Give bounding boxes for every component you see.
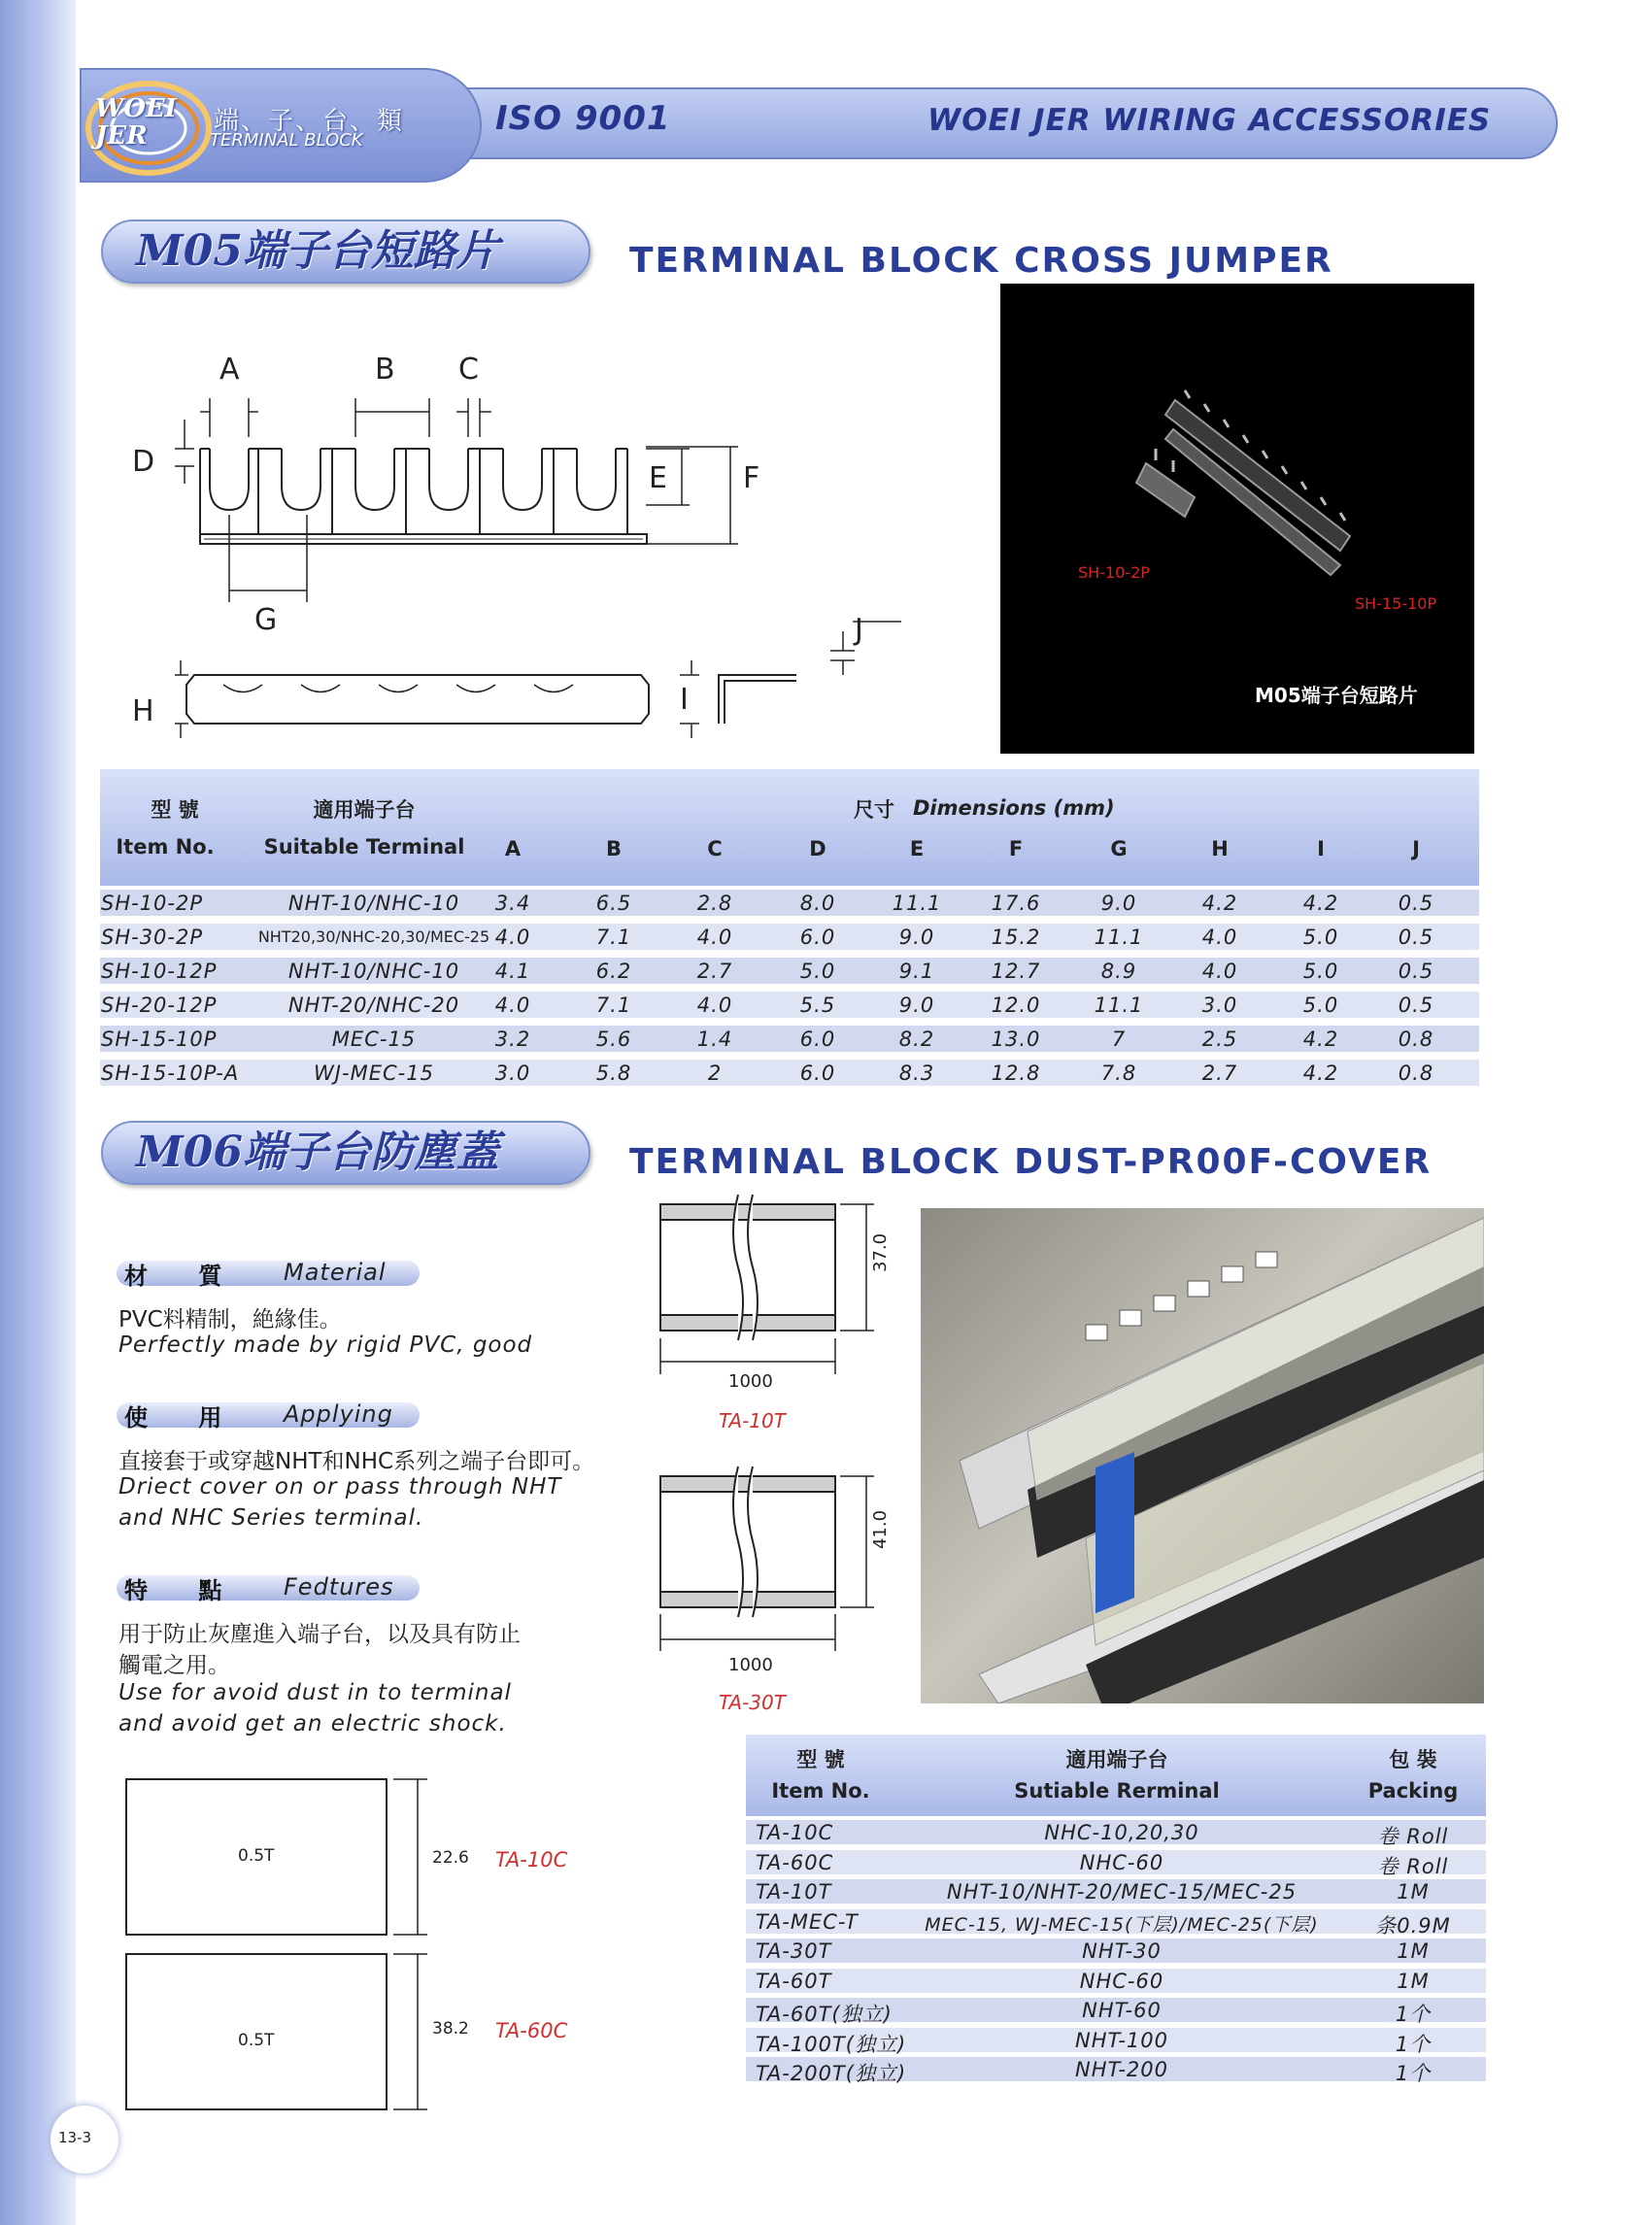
- spec-material-zh: 材 質: [124, 1263, 244, 1290]
- m06-cell-suit: NHC-60: [1079, 1850, 1164, 1874]
- m05-jumper-drawing: [117, 340, 932, 758]
- m05-cell-j: 0.5: [1398, 994, 1434, 1017]
- m05-cell-d: 6.0: [799, 1028, 836, 1051]
- spec-features-en-text: Use for avoid dust in to terminal: [118, 1680, 512, 1705]
- ta10c-height: 22.6: [432, 1848, 469, 1868]
- m05-cell-j: 0.8: [1398, 1062, 1434, 1085]
- m05-cell-suitable: MEC-15: [331, 1028, 417, 1051]
- m05-th-suitable-zh: 適用端子台: [313, 798, 416, 822]
- m05-cell-i: 4.2: [1302, 892, 1339, 915]
- logo-mark: WOEI JER: [95, 94, 177, 151]
- m06-th-model-en: Item No.: [771, 1779, 870, 1803]
- photo-label-sh-15-10p: SH-15-10P: [1355, 594, 1437, 613]
- m05-cell-j: 0.5: [1398, 960, 1434, 983]
- left-decor-strip: [0, 0, 76, 2225]
- m06-cell-suit: NHC-60: [1079, 1969, 1164, 1993]
- m05-cell-g: 8.9: [1100, 960, 1137, 983]
- m05-cell-f: 12.8: [991, 1062, 1041, 1085]
- ta60c-height: 38.2: [432, 2019, 469, 2039]
- m06-cell-pack: 1个: [1395, 2032, 1432, 2056]
- m06-th-model-zh: 型 號: [796, 1748, 845, 1771]
- spec-material-en: Material: [284, 1259, 387, 1286]
- m05-cell-i: 4.2: [1302, 1062, 1339, 1085]
- ta10c-thk: 0.5T: [238, 1846, 275, 1866]
- dim-g-label: G: [254, 603, 278, 637]
- m06-cell-pack: 1M: [1397, 1939, 1430, 1963]
- m06-th-suit-en: Sutiable Rerminal: [1014, 1779, 1220, 1803]
- m05-th-col-i: I: [1317, 837, 1325, 860]
- m05-cell-c: 2: [707, 1062, 723, 1085]
- m05-cell-i: 5.0: [1302, 994, 1339, 1017]
- m05-cell-g: 11.1: [1094, 994, 1144, 1017]
- m05-cell-d: 5.5: [799, 994, 836, 1017]
- m06-product-photo: [921, 1208, 1484, 1703]
- m06-cell-item: TA-10T: [756, 1880, 832, 1904]
- spec-features-zh: 特 點: [124, 1577, 244, 1604]
- spec-features-en: Fedtures: [284, 1573, 394, 1601]
- m05-cell-c: 4.0: [696, 994, 733, 1017]
- ta60c-label: TA-60C: [495, 2019, 568, 2042]
- m06-cell-pack: 1个: [1395, 2062, 1432, 2085]
- m05-th-dim-zh: 尺寸: [854, 798, 894, 822]
- m05-th-model-zh: 型 號: [151, 798, 199, 822]
- m06-cell-suit: NHT-10/NHT-20/MEC-15/MEC-25: [946, 1880, 1298, 1904]
- m06-th-pack-en: Packing: [1367, 1779, 1459, 1803]
- m05-cell-d: 8.0: [799, 892, 836, 915]
- m05-cell-g: 9.0: [1100, 892, 1137, 915]
- photo-caption: M05端子台短路片: [1255, 684, 1418, 707]
- m05-th-col-c: C: [707, 837, 723, 860]
- dim-j-label: J: [855, 613, 863, 647]
- m05-cell-h: 2.5: [1201, 1028, 1238, 1051]
- m05-product-photo: [1000, 284, 1474, 754]
- m06-cell-suit: NHC-10,20,30: [1044, 1821, 1199, 1844]
- m05-cell-c: 2.7: [696, 960, 733, 983]
- m06-cell-item: TA-200T(独立): [756, 2062, 907, 2085]
- m05-th-col-e: E: [909, 837, 925, 860]
- m05-cell-d: 6.0: [799, 926, 836, 949]
- m05-cell-a: 4.1: [494, 960, 531, 983]
- m05-cell-g: 11.1: [1094, 926, 1144, 949]
- spec-material-zh-text: PVC料精制，絶緣佳。: [118, 1307, 342, 1332]
- m05-cell-a: 4.0: [494, 994, 531, 1017]
- m05-cell-suitable: NHT-10/NHC-10: [287, 960, 460, 983]
- m05-th-col-b: B: [605, 837, 622, 860]
- m06-cell-item: TA-60T(独立): [756, 2003, 893, 2026]
- page-number: 13-3: [58, 2129, 92, 2146]
- m06-title-pill: [101, 1121, 590, 1185]
- m05-cell-h: 4.0: [1201, 926, 1238, 949]
- m06-cell-pack: 1个: [1395, 2003, 1432, 2026]
- m05-th-col-j: J: [1412, 837, 1420, 860]
- m05-cell-c: 2.8: [696, 892, 733, 915]
- m05-cell-f: 12.7: [991, 960, 1041, 983]
- m05-cell-suitable: NHT20,30/NHC-20,30/MEC-25: [257, 927, 490, 946]
- m06-cell-pack: 1M: [1397, 1880, 1430, 1904]
- m05-cell-i: 4.2: [1302, 1028, 1339, 1051]
- m05-cell-h: 4.2: [1201, 892, 1238, 915]
- m05-cell-item: SH-15-10P: [101, 1028, 218, 1051]
- m06-cell-suit: MEC-15, WJ-MEC-15(下层)/MEC-25(下层): [925, 1913, 1319, 1936]
- ta10t-height: 37.0: [870, 1232, 891, 1272]
- m05-cell-b: 7.1: [595, 926, 632, 949]
- m05-cell-item: SH-30-2P: [101, 926, 204, 949]
- m06-cell-item: TA-100T(独立): [756, 2032, 907, 2056]
- m05-cell-suitable: NHT-20/NHC-20: [287, 994, 460, 1017]
- m05-cell-g: 7: [1111, 1028, 1127, 1051]
- m05-cell-e: 9.0: [898, 994, 935, 1017]
- m05-cell-d: 6.0: [799, 1062, 836, 1085]
- m05-subtitle: TERMINAL BLOCK CROSS JUMPER: [629, 241, 1333, 281]
- m05-cell-e: 9.1: [898, 960, 935, 983]
- m05-cell-b: 7.1: [595, 994, 632, 1017]
- m05-cell-suitable: NHT-10/NHC-10: [287, 892, 460, 915]
- m06-cell-item: TA-10C: [756, 1821, 834, 1844]
- ta10c-label: TA-10C: [495, 1848, 568, 1871]
- m05-cell-suitable: WJ-MEC-15: [314, 1062, 434, 1085]
- spec-material-en-text: Perfectly made by rigid PVC, good: [118, 1332, 533, 1358]
- logo-zh: 端、子、台、類: [214, 107, 405, 136]
- m05-cell-f: 17.6: [991, 892, 1041, 915]
- logo-en: TERMINAL BLOCK: [210, 130, 363, 151]
- m05-cell-h: 2.7: [1201, 1062, 1238, 1085]
- m05-cell-d: 5.0: [799, 960, 836, 983]
- m06-cell-item: TA-60T: [756, 1969, 832, 1993]
- m05-table-header-bg: [100, 769, 1479, 886]
- m06-subtitle: TERMINAL BLOCK DUST-PR00F-COVER: [629, 1142, 1433, 1182]
- spec-applying-zh-text: 直接套于或穿越NHT和NHC系列之端子台即可。: [118, 1449, 595, 1474]
- m05-cell-a: 3.4: [494, 892, 531, 915]
- m05-cell-j: 0.8: [1398, 1028, 1434, 1051]
- dim-i-label: I: [680, 683, 689, 717]
- m06-cell-pack: 1M: [1397, 1969, 1430, 1993]
- m05-title: M05端子台短路片: [136, 226, 499, 276]
- m05-cell-a: 3.0: [494, 1062, 531, 1085]
- m05-cell-b: 6.5: [595, 892, 632, 915]
- ta30t-height: 41.0: [870, 1509, 891, 1549]
- m06-cell-item: TA-30T: [756, 1939, 832, 1963]
- m05-th-col-h: H: [1211, 837, 1229, 860]
- m05-th-model-en: Item No.: [116, 835, 215, 859]
- spec-applying-en-text: Driect cover on or pass through NHT: [118, 1474, 562, 1500]
- m05-cell-a: 3.2: [494, 1028, 531, 1051]
- m05-cell-j: 0.5: [1398, 926, 1434, 949]
- m05-cell-b: 5.6: [595, 1028, 632, 1051]
- dim-d-label: D: [132, 445, 155, 479]
- m05-cell-b: 6.2: [595, 960, 632, 983]
- m06-cell-suit: NHT-30: [1082, 1939, 1162, 1963]
- m06-cell-suit: NHT-60: [1082, 1999, 1162, 2022]
- m05-th-col-a: A: [504, 837, 522, 860]
- m05-cell-item: SH-10-12P: [101, 960, 218, 983]
- m06-th-pack-zh: 包 裝: [1389, 1748, 1437, 1771]
- m06-cell-item: TA-MEC-T: [756, 1909, 859, 1934]
- m06-cap-drawings: [117, 1777, 622, 2127]
- m06-cell-pack: 条0.9M: [1375, 1913, 1451, 1938]
- m05-th-dim-en: Dimensions (mm): [913, 796, 1115, 820]
- m05-cell-f: 13.0: [991, 1028, 1041, 1051]
- m06-cell-suit: NHT-200: [1075, 2058, 1168, 2081]
- dim-b-label: B: [375, 353, 395, 387]
- spec-applying-en: Applying: [284, 1400, 393, 1428]
- dim-f-label: F: [743, 461, 760, 495]
- m06-cover-drawings: [641, 1195, 893, 1719]
- m05-th-col-d: D: [809, 837, 826, 860]
- ta60c-thk: 0.5T: [238, 2031, 275, 2050]
- dim-c-label: C: [458, 353, 479, 387]
- spec-applying-en-text-2: and NHC Series terminal.: [118, 1505, 424, 1531]
- m05-cell-i: 5.0: [1302, 960, 1339, 983]
- m05-th-col-g: G: [1110, 837, 1128, 860]
- ta30t-label: TA-30T: [719, 1691, 786, 1714]
- m05-cell-h: 4.0: [1201, 960, 1238, 983]
- m05-th-suitable-en: Suitable Terminal: [263, 835, 465, 859]
- m06-cell-pack: 卷 Roll: [1377, 1825, 1449, 1848]
- m06-cell-item: TA-60C: [756, 1850, 834, 1874]
- m05-cell-item: SH-20-12P: [101, 994, 218, 1017]
- m05-cell-b: 5.8: [595, 1062, 632, 1085]
- dim-e-label: E: [649, 461, 667, 495]
- m06-th-suit-zh: 適用端子台: [1065, 1748, 1168, 1771]
- m05-cell-a: 4.0: [494, 926, 531, 949]
- m05-cell-e: 11.1: [892, 892, 942, 915]
- m05-cell-item: SH-10-2P: [101, 892, 204, 915]
- m05-cell-e: 8.2: [898, 1028, 935, 1051]
- m06-cell-pack: 卷 Roll: [1377, 1854, 1449, 1878]
- m05-cell-f: 12.0: [991, 994, 1041, 1017]
- m05-title-pill: [101, 219, 590, 284]
- spec-features-zh-text: 用于防止灰塵進入端子台，以及具有防止: [118, 1622, 521, 1647]
- m05-cell-f: 15.2: [991, 926, 1041, 949]
- m05-cell-e: 9.0: [898, 926, 935, 949]
- m05-cell-i: 5.0: [1302, 926, 1339, 949]
- m05-cell-e: 8.3: [898, 1062, 935, 1085]
- m05-cell-j: 0.5: [1398, 892, 1434, 915]
- m05-cell-c: 1.4: [696, 1028, 733, 1051]
- m06-cell-suit: NHT-100: [1075, 2028, 1168, 2052]
- m05-cell-g: 7.8: [1100, 1062, 1137, 1085]
- ta10t-label: TA-10T: [719, 1409, 786, 1433]
- ta10t-length: 1000: [728, 1371, 773, 1392]
- spec-applying-zh: 使 用: [124, 1404, 244, 1432]
- spec-features-zh-text-2: 觸電之用。: [118, 1653, 230, 1678]
- ta30t-length: 1000: [728, 1655, 773, 1675]
- spec-features-en-text-2: and avoid get an electric shock.: [118, 1711, 507, 1736]
- m06-title: M06端子台防塵蓋: [136, 1128, 499, 1177]
- m05-cell-c: 4.0: [696, 926, 733, 949]
- dim-h-label: H: [132, 694, 154, 728]
- m05-cell-item: SH-15-10P-A: [101, 1062, 240, 1085]
- company-name: WOEI JER WIRING ACCESSORIES: [927, 103, 1492, 138]
- photo-label-sh-10-2p: SH-10-2P: [1078, 563, 1150, 582]
- m05-cell-h: 3.0: [1201, 994, 1238, 1017]
- dust-cover-photo-graphic: [921, 1208, 1484, 1703]
- m05-th-col-f: F: [1008, 837, 1024, 860]
- dim-a-label: A: [219, 353, 240, 387]
- iso-label: ISO 9001: [495, 99, 671, 138]
